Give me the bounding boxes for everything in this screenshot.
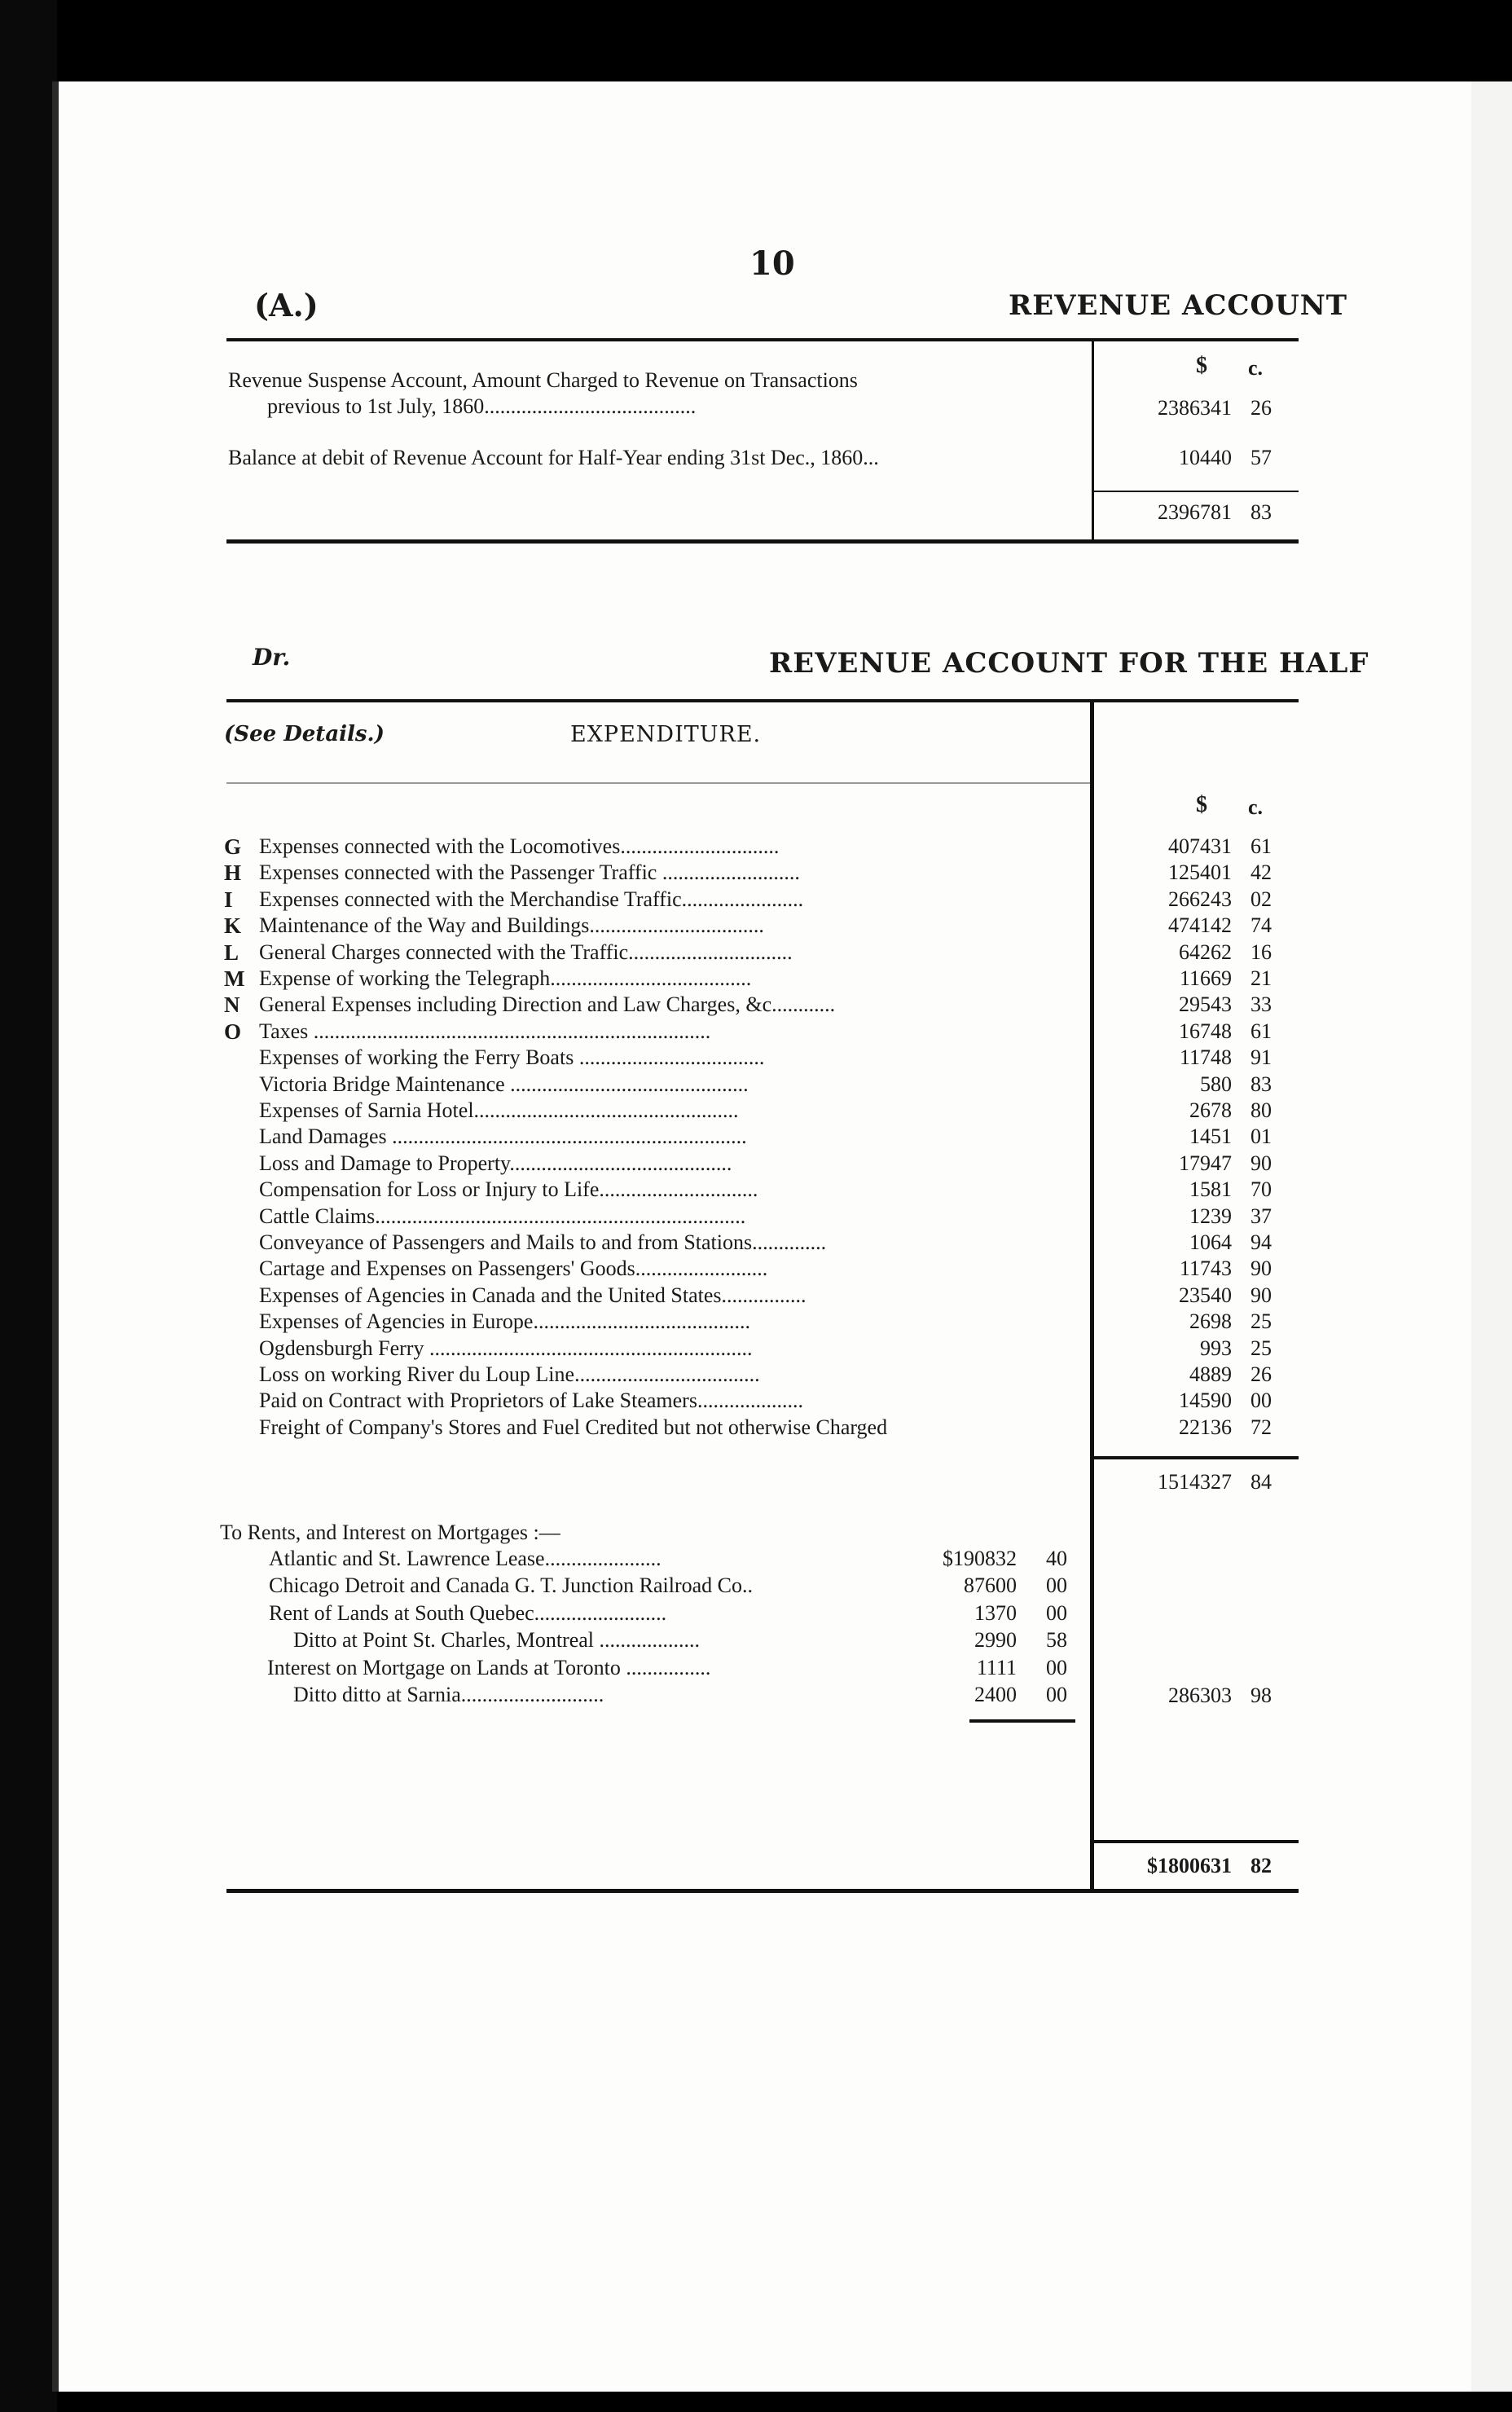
expense-dollars: 993 — [1200, 1336, 1232, 1360]
expense-dollars: 407431 — [1168, 834, 1232, 858]
top-rule — [226, 338, 1299, 341]
expense-dollars: 11669 — [1179, 966, 1232, 990]
expense-dollars: 64262 — [1179, 940, 1232, 964]
expense-label: Compensation for Loss or Injury to Life.............................. — [259, 1177, 758, 1201]
expense-label: Expenses connected with the Merchandise Traffic....................... — [259, 887, 804, 911]
expense-label: Expenses of Sarnia Hotel.................................................. — [259, 1098, 739, 1122]
expense-label: Paid on Contract with Proprietors of Lake Steamers.................... — [259, 1389, 803, 1412]
expense-label: Loss and Damage to Property.......................................... — [259, 1151, 732, 1175]
main-title: REVENUE ACCOUNT FOR THE HALF — [769, 647, 1369, 680]
balance-line: Balance at debit of Revenue Account for Half-Year ending 31st Dec., 1860... — [228, 446, 879, 469]
expense-dollars: 11748 — [1179, 1045, 1232, 1069]
expense-code-letter: N — [224, 993, 240, 1017]
rent-cents: 00 — [1046, 1683, 1067, 1706]
expense-cents: 25 — [1250, 1309, 1272, 1333]
expense-label: Cartage and Expenses on Passengers' Goods......................... — [259, 1257, 768, 1280]
expense-cents: 91 — [1250, 1045, 1272, 1069]
rent-dollars: 2400 — [974, 1683, 1017, 1706]
expense-cents: 90 — [1250, 1283, 1272, 1307]
rent-dollars: 2990 — [974, 1628, 1017, 1652]
expense-code-letter: I — [224, 887, 233, 912]
expense-cents: 70 — [1250, 1177, 1272, 1201]
adjacent-page-edge — [1466, 81, 1512, 2392]
rent-label: Atlantic and St. Lawrence Lease...................... — [269, 1547, 662, 1570]
rent-cents: 00 — [1046, 1601, 1067, 1625]
see-details: (See Details.) — [224, 722, 385, 746]
expense-dollars: 1064 — [1189, 1230, 1232, 1254]
expense-dollars: 125401 — [1168, 860, 1232, 884]
expense-code-letter: L — [224, 940, 240, 965]
balance-dollars: 10440 — [1179, 446, 1232, 469]
main-dollar-header: $ — [1196, 792, 1207, 817]
expense-dollars: 474142 — [1168, 913, 1232, 937]
expense-code-letter: O — [224, 1019, 242, 1044]
expense-label: Land Damages ................................................................... — [259, 1125, 747, 1148]
expenditure-heading: EXPENDITURE. — [570, 722, 762, 747]
rent-cents: 58 — [1046, 1628, 1067, 1652]
suspense-cents: 26 — [1250, 396, 1272, 420]
grand-total-dollars: $1800631 — [1147, 1854, 1232, 1877]
expense-code-letter: M — [224, 966, 245, 991]
top-bottom-rule — [226, 539, 1299, 544]
expense-label: Expenses of working the Ferry Boats ................................... — [259, 1045, 765, 1069]
expense-label: Expenses connected with the Locomotives.............................. — [259, 834, 780, 858]
expense-label: Conveyance of Passengers and Mails to and from Stations.............. — [259, 1230, 827, 1254]
expense-dollars: 11743 — [1179, 1257, 1232, 1280]
rent-cents: 00 — [1046, 1574, 1067, 1597]
expense-cents: 25 — [1250, 1336, 1272, 1360]
rent-cents: 40 — [1046, 1547, 1067, 1570]
expense-dollars: 1239 — [1189, 1204, 1232, 1228]
balance-cents: 57 — [1250, 446, 1272, 469]
page-number: 10 — [749, 244, 795, 283]
expense-dollars: 580 — [1200, 1072, 1232, 1096]
rent-dollars: 87600 — [964, 1574, 1017, 1597]
rent-label: Ditto ditto at Sarnia........................... — [293, 1683, 604, 1706]
expense-cents: 90 — [1250, 1151, 1272, 1175]
expense-dollars: 22136 — [1179, 1415, 1232, 1439]
bottom-rule — [226, 1889, 1299, 1893]
dr-label: Dr. — [253, 644, 291, 671]
expense-cents: 26 — [1250, 1362, 1272, 1386]
expense-label: Expense of working the Telegraph...................................... — [259, 966, 752, 990]
suspense-line1: Revenue Suspense Account, Amount Charged to Revenue on Transactions — [228, 368, 858, 392]
expense-label: General Charges connected with the Traffic............................... — [259, 940, 793, 964]
rent-dollars: 1111 — [976, 1656, 1017, 1679]
expense-cents: 21 — [1250, 966, 1272, 990]
grand-total-cents: 82 — [1250, 1854, 1272, 1877]
expense-cents: 72 — [1250, 1415, 1272, 1439]
rent-dollars: $190832 — [943, 1547, 1017, 1570]
rents-subtotal-dollars: 286303 — [1168, 1684, 1232, 1707]
rent-cents: 00 — [1046, 1656, 1067, 1679]
rent-label: Interest on Mortgage on Lands at Toronto ................ — [267, 1656, 711, 1679]
expense-cents: 00 — [1250, 1389, 1272, 1412]
expense-cents: 16 — [1250, 940, 1272, 964]
expense-dollars: 14590 — [1179, 1389, 1232, 1412]
expenses-subtotal-dollars: 1514327 — [1158, 1470, 1232, 1494]
expense-code-letter: H — [224, 860, 242, 885]
top-total-dollars: 2396781 — [1158, 500, 1232, 524]
expense-cents: 94 — [1250, 1230, 1272, 1254]
rent-dollars: 1370 — [974, 1601, 1017, 1625]
expense-dollars: 1581 — [1189, 1177, 1232, 1201]
expense-label: Loss on working River du Loup Line................................... — [259, 1362, 760, 1386]
expense-dollars: 29543 — [1179, 993, 1232, 1016]
grand-total-rule — [1094, 1840, 1299, 1843]
top-dollar-header: $ — [1196, 353, 1207, 378]
rents-heading: To Rents, and Interest on Mortgages :— — [220, 1521, 560, 1544]
expense-dollars: 2698 — [1189, 1309, 1232, 1333]
expenses-subtotal-cents: 84 — [1250, 1470, 1272, 1494]
expense-cents: 02 — [1250, 887, 1272, 911]
section-mark: (A.) — [254, 287, 319, 324]
expense-dollars: 17947 — [1179, 1151, 1232, 1175]
suspense-dollars: 2386341 — [1158, 396, 1232, 420]
expense-cents: 74 — [1250, 913, 1272, 937]
expense-code-letter: K — [224, 913, 242, 938]
rent-label: Rent of Lands at South Quebec......................... — [269, 1601, 667, 1625]
expenditure-sub-rule — [226, 782, 1090, 784]
book-spine — [0, 0, 57, 2412]
top-cents-header: c. — [1248, 356, 1264, 380]
expense-dollars: 4889 — [1189, 1362, 1232, 1386]
expense-code-letter: G — [224, 834, 242, 859]
expense-label: Cattle Claims...................................................................... — [259, 1204, 746, 1228]
rent-label: Chicago Detroit and Canada G. T. Junction Railroad Co.. — [269, 1574, 754, 1597]
top-total-cents: 83 — [1250, 500, 1272, 524]
rents-sum-rule — [969, 1719, 1075, 1723]
expense-label: Expenses connected with the Passenger Traffic .......................... — [259, 860, 800, 884]
expense-label: Ogdensburgh Ferry ............................................................. — [259, 1336, 753, 1360]
expense-cents: 01 — [1250, 1125, 1272, 1148]
expense-cents: 90 — [1250, 1257, 1272, 1280]
expense-cents: 33 — [1250, 993, 1272, 1016]
expense-label: Expenses of Agencies in Europe......................................... — [259, 1309, 750, 1333]
expense-cents: 83 — [1250, 1072, 1272, 1096]
expense-dollars: 2678 — [1189, 1098, 1232, 1122]
top-title: REVENUE ACCOUNT — [1009, 289, 1348, 322]
expense-label: Maintenance of the Way and Buildings................................. — [259, 913, 764, 937]
expense-dollars: 266243 — [1168, 887, 1232, 911]
rent-label: Ditto at Point St. Charles, Montreal ................... — [293, 1628, 701, 1652]
main-cents-header: c. — [1248, 795, 1264, 819]
expense-cents: 80 — [1250, 1098, 1272, 1122]
main-header-rule — [226, 699, 1299, 702]
expense-dollars: 16748 — [1179, 1019, 1232, 1043]
expense-label: General Expenses including Direction and Law Charges, &c............ — [259, 993, 836, 1016]
expense-label: Expenses of Agencies in Canada and the United States................ — [259, 1283, 807, 1307]
suspense-line2: previous to 1st July, 1860........................................ — [267, 394, 697, 418]
expenses-subtotal-rule — [1094, 1456, 1299, 1459]
top-subtotal-rule — [1094, 491, 1299, 492]
expense-cents: 42 — [1250, 860, 1272, 884]
expense-dollars: 1451 — [1189, 1125, 1232, 1148]
expense-cents: 37 — [1250, 1204, 1272, 1228]
expense-dollars: 23540 — [1179, 1283, 1232, 1307]
expense-cents: 61 — [1250, 834, 1272, 858]
expense-label: Victoria Bridge Maintenance ............................................. — [259, 1072, 749, 1096]
expense-label: Taxes ........................................................................... — [259, 1019, 711, 1043]
rents-subtotal-cents: 98 — [1250, 1684, 1272, 1707]
expense-label: Freight of Company's Stores and Fuel Credited but not otherwise Charged — [259, 1415, 888, 1439]
expense-cents: 61 — [1250, 1019, 1272, 1043]
